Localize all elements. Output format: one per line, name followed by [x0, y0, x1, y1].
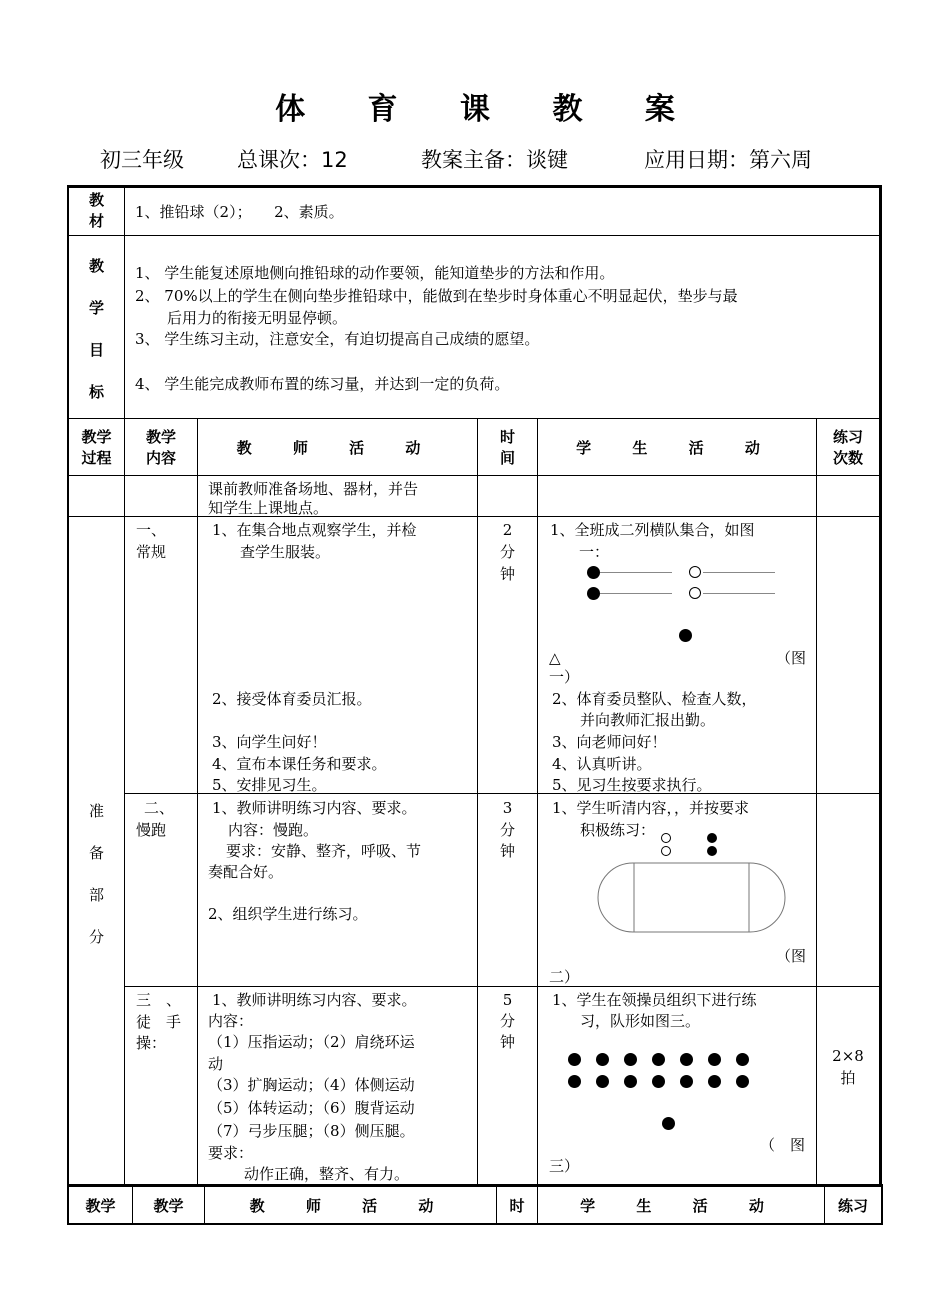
th-teacher: 教 师 活 动	[236, 439, 439, 457]
rule-material	[67, 235, 882, 236]
row1-teacher: 5、安排见习生。	[212, 776, 327, 794]
row1-teacher: 1、在集合地点观察学生，并检	[212, 521, 417, 539]
row2-student: 积极练习：	[580, 821, 656, 839]
row2-content: 慢跑	[136, 821, 167, 839]
row3-teacher: 内容：	[208, 1012, 254, 1030]
row3-time: 5	[502, 991, 513, 1009]
th-time-text: 时间	[499, 428, 515, 467]
row3-time: 钟	[499, 1033, 515, 1051]
student-dot-icon	[568, 1075, 581, 1088]
fig3-caption: 三）	[549, 1157, 580, 1175]
row3-content: 徒 手	[136, 1013, 182, 1031]
row2-teacher: 奏配合好。	[208, 863, 284, 881]
row3-content: 操：	[136, 1034, 167, 1052]
goals-label-3: 目	[88, 341, 104, 359]
row3-teacher: 要求：	[208, 1144, 254, 1162]
student-dot-icon	[596, 1053, 609, 1066]
rank-line	[600, 593, 672, 594]
student-ring-icon	[661, 846, 671, 856]
rank-line	[703, 593, 775, 594]
student-dot-icon	[624, 1053, 637, 1066]
section-label-2: 备	[88, 844, 104, 862]
row3-teacher: （3）扩胸运动；（4）体侧运动	[208, 1076, 415, 1094]
student-dot-icon	[708, 1053, 721, 1066]
row3-reps: 拍	[840, 1069, 856, 1087]
section-label-3: 部	[88, 886, 104, 904]
row2-time: 钟	[499, 842, 515, 860]
ft-teacher: 教 师 活 动	[249, 1197, 452, 1215]
row1-teacher: 4、宣布本课任务和要求。	[212, 755, 387, 773]
student-dot-icon	[707, 833, 717, 843]
student-dot-icon	[707, 846, 717, 856]
row1-teacher: 查学生服装。	[240, 543, 331, 561]
row3-teacher: （1）压指运动；（2）肩绕环运	[208, 1033, 415, 1051]
grade-label: 初三年级	[100, 148, 184, 172]
footer-col	[881, 1185, 883, 1225]
student-dot-icon	[652, 1053, 665, 1066]
material-label-2: 材	[88, 212, 104, 230]
student-dot-icon	[652, 1075, 665, 1088]
th-process	[69, 427, 124, 469]
row1-teacher: 2、接受体育委员汇报。	[212, 690, 372, 708]
row2-time: 分	[499, 821, 515, 839]
goal-item: 3、 学生练习主动，注意安全，有迫切提高自己成绩的愿望。	[135, 330, 540, 348]
track-diagram	[597, 862, 787, 934]
row3-reps: 2×8	[832, 1047, 864, 1065]
row2-content: 二、	[144, 799, 175, 817]
row1-student: 一：	[579, 543, 610, 561]
student-dot-icon	[587, 587, 600, 600]
rank-line	[600, 572, 672, 573]
goals-label-1: 教	[88, 257, 104, 275]
student-ring-icon	[661, 833, 671, 843]
th-reps	[817, 427, 879, 469]
ft-student: 学 生 活 动	[580, 1197, 782, 1215]
footer-border-bottom	[67, 1223, 883, 1225]
col-time	[537, 418, 538, 1184]
page-title: 体 育 课 教 案	[275, 92, 701, 127]
table-border-left	[67, 185, 69, 1184]
fig3-caption: （ 图	[760, 1136, 806, 1154]
student-dot-icon	[680, 1053, 693, 1066]
goals-label-4: 标	[88, 383, 104, 401]
material-label-1: 教	[88, 191, 104, 209]
goal-item: 4、 学生能完成教师布置的练习量，并达到一定的负荷。	[135, 375, 510, 393]
student-ring-icon	[689, 587, 701, 599]
col-content	[197, 418, 198, 1184]
pre-teacher-line: 知学生上课地点。	[208, 499, 329, 517]
th-reps-text: 练习次数	[832, 428, 863, 467]
student-dot-icon	[680, 1075, 693, 1088]
row3-content: 三 、	[136, 991, 182, 1009]
row2-teacher: 2、组织学生进行练习。	[208, 905, 368, 923]
row1-student: 2、体育委员整队、检查人数，	[552, 690, 757, 708]
material-text: 1、推铅球（2）； 2、素质。	[135, 203, 344, 221]
row2-student: 1、学生听清内容，，并按要求	[552, 799, 750, 817]
row3-teacher: 动作正确，整齐、有力。	[244, 1165, 410, 1183]
th-content-text: 教学内容	[145, 428, 176, 467]
col-process	[124, 418, 125, 1184]
row2-teacher: 1、教师讲明练习内容、要求。	[212, 799, 417, 817]
pre-teacher-line: 课前教师准备场地、器材，并告	[208, 480, 419, 498]
student-dot-icon	[708, 1075, 721, 1088]
section-label-1: 准	[88, 802, 104, 820]
ft-process: 教学	[85, 1197, 116, 1215]
row1-student: 5、见习生按要求执行。	[552, 776, 712, 794]
rule-goals	[67, 418, 882, 419]
th-content	[125, 427, 197, 469]
student-dot-icon	[736, 1053, 749, 1066]
table-border-top	[67, 185, 882, 188]
goals-label-2: 学	[88, 299, 104, 317]
leader-dot-icon	[662, 1117, 675, 1130]
row1-student: 1、全班成二列横队集合，如图	[550, 521, 755, 539]
fig1-caption: 一）	[549, 668, 580, 686]
lesson-count: 总课次：12	[237, 148, 348, 172]
col-label-divider	[124, 186, 125, 419]
fig2-caption: 二）	[549, 968, 580, 986]
rank-line	[703, 572, 775, 573]
ft-time: 时	[509, 1197, 525, 1215]
row2-teacher: 内容：慢跑。	[228, 821, 319, 839]
row1-student: 3、向老师问好！	[552, 733, 667, 751]
row2-time: 3	[502, 799, 513, 817]
student-dot-icon	[568, 1053, 581, 1066]
row1-teacher: 3、向学生问好！	[212, 733, 327, 751]
row1-time: 2	[502, 521, 513, 539]
th-time	[478, 427, 537, 469]
goal-item: 1、 学生能复述原地侧向推铅球的动作要领，能知道垫步的方法和作用。	[135, 264, 615, 282]
teacher-dot-icon	[679, 629, 692, 642]
student-ring-icon	[689, 566, 701, 578]
th-student: 学 生 活 动	[576, 439, 778, 457]
section-label-4: 分	[88, 928, 104, 946]
row3-teacher: （7）弓步压腿；（8）侧压腿。	[208, 1122, 415, 1140]
row3-student: 习，队形如图三。	[580, 1012, 701, 1030]
fig1-caption: （图	[776, 649, 807, 667]
goal-item: 后用力的衔接无明显停顿。	[167, 309, 348, 327]
student-dot-icon	[624, 1075, 637, 1088]
table-border-right	[879, 185, 882, 1184]
row3-student: 1、学生在领操员组织下进行练	[552, 991, 757, 1009]
date-label: 应用日期：第六周	[644, 148, 812, 172]
row1-student: 4、认真听讲。	[552, 755, 652, 773]
goal-item: 2、 70%以上的学生在侧向垫步推铅球中，能做到在垫步时身体重心不明显起伏，垫步与最	[135, 287, 738, 305]
rule-header	[67, 475, 882, 476]
row3-teacher: 1、教师讲明练习内容、要求。	[212, 991, 417, 1009]
row2-teacher: 要求：安静、整齐，呼吸、节	[226, 842, 422, 860]
row1-time: 分	[499, 543, 515, 561]
row3-time: 分	[499, 1012, 515, 1030]
triangle-icon: △	[549, 649, 561, 667]
row1-time: 钟	[499, 565, 515, 583]
row3-teacher: （5）体转运动；（6）腹背运动	[208, 1099, 415, 1117]
footer-border-top	[67, 1184, 883, 1187]
th-process-text: 教学过程	[81, 428, 112, 467]
row1-content: 一、	[136, 521, 167, 539]
student-dot-icon	[736, 1075, 749, 1088]
student-dot-icon	[596, 1075, 609, 1088]
student-dot-icon	[587, 566, 600, 579]
row1-student: 并向教师汇报出勤。	[580, 711, 716, 729]
row3-teacher: 动	[208, 1055, 224, 1073]
fig2-caption: （图	[776, 947, 807, 965]
rule-prerow	[67, 516, 882, 517]
rule-row2	[125, 986, 882, 987]
row1-content: 常规	[136, 543, 167, 561]
author-label: 教案主备：谈键	[421, 148, 568, 172]
ft-content: 教学	[153, 1197, 184, 1215]
ft-reps: 练习	[837, 1197, 868, 1215]
